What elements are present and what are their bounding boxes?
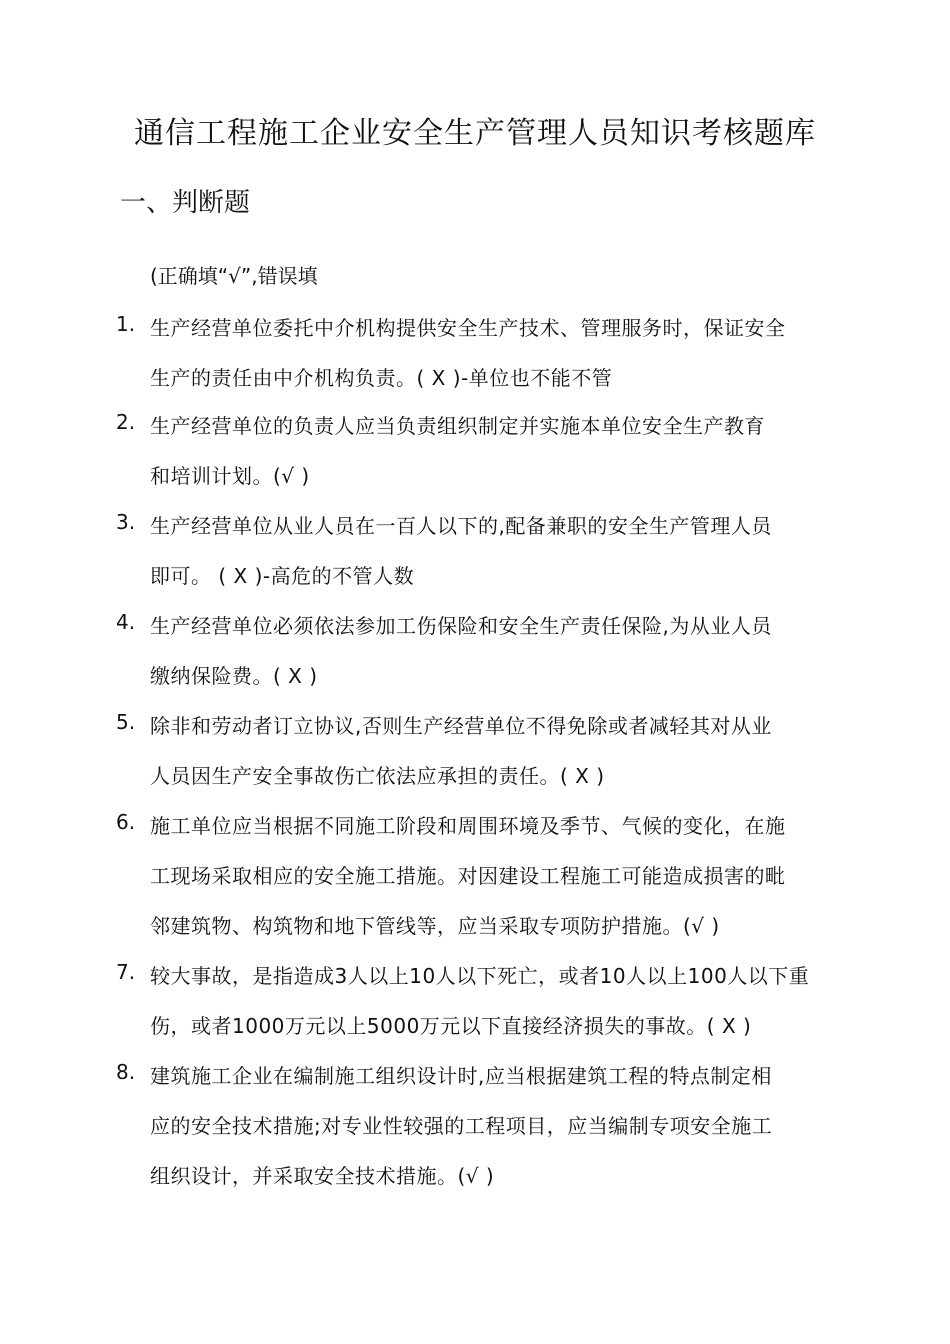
- question-number: 7.: [116, 960, 136, 984]
- question-line: 施工单位应当根据不同施工阶段和周围环境及季节、气候的变化，在施: [150, 814, 786, 838]
- question-number: 5.: [116, 710, 136, 734]
- answer-instruction: (正确填“√”,错误填: [150, 264, 318, 288]
- question-line: 缴纳保险费。( X ): [150, 664, 318, 688]
- question-line: 建筑施工企业在编制施工组织设计时,应当根据建筑工程的特点制定相: [150, 1064, 772, 1088]
- question-line: 较大事故，是指造成3人以上10人以下死亡，或者10人以上100人以下重: [150, 964, 810, 988]
- question-line: 组织设计，并采取安全技术措施。(√ ): [150, 1164, 495, 1188]
- question-line: 工现场采取相应的安全施工措施。对因建设工程施工可能造成损害的毗: [150, 864, 786, 888]
- question-number: 2.: [116, 410, 136, 434]
- question-line: 即可。 ( X )-高危的不管人数: [150, 564, 415, 588]
- question-line: 生产经营单位的负责人应当负责组织制定并实施本单位安全生产教育: [150, 414, 765, 438]
- document-title: 通信工程施工企业安全生产管理人员知识考核题库: [134, 116, 816, 151]
- question-line: 和培训计划。(√ ): [150, 464, 310, 488]
- question-line: 生产经营单位必须依法参加工伤保险和安全生产责任保险,为从业人员: [150, 614, 772, 638]
- question-number: 6.: [116, 810, 136, 834]
- question-line: 邻建筑物、构筑物和地下管线等，应当采取专项防护措施。(√ ): [150, 914, 720, 938]
- question-line: 除非和劳动者订立协议,否则生产经营单位不得免除或者减轻其对从业: [150, 714, 772, 738]
- section-heading: 一、判断题: [120, 188, 251, 218]
- question-line: 生产的责任由中介机构负责。( X )-单位也不能不管: [150, 366, 613, 390]
- question-line: 应的安全技术措施;对专业性较强的工程项目，应当编制专项安全施工: [150, 1114, 773, 1138]
- question-line: 生产经营单位从业人员在一百人以下的,配备兼职的安全生产管理人员: [150, 514, 772, 538]
- question-line: 生产经营单位委托中介机构提供安全生产技术、管理服务时，保证安全: [150, 316, 786, 340]
- question-number: 8.: [116, 1060, 136, 1084]
- question-number: 4.: [116, 610, 136, 634]
- question-line: 人员因生产安全事故伤亡依法应承担的责任。( X ): [150, 764, 605, 788]
- question-line: 伤，或者1000万元以上5000万元以下直接经济损失的事故。( X ): [150, 1014, 752, 1038]
- question-number: 3.: [116, 510, 136, 534]
- question-number: 1.: [116, 312, 136, 336]
